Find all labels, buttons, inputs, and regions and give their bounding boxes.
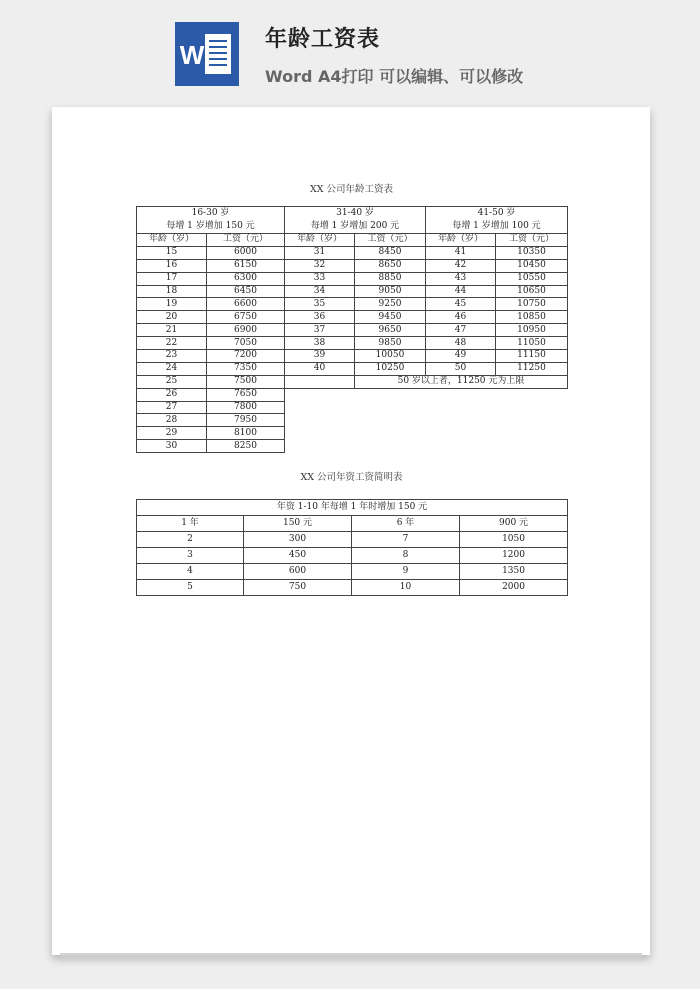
cell: 11250 xyxy=(496,362,568,375)
cell: 8650 xyxy=(355,259,426,272)
cell: 19 xyxy=(137,298,207,311)
table-row xyxy=(137,516,568,532)
group-rule-cell: 每增 1 岁增加 200 元 xyxy=(285,220,426,234)
cell: 7800 xyxy=(207,401,285,414)
cell: 7350 xyxy=(207,362,285,375)
cell: 40 xyxy=(285,362,355,375)
cell: 2 xyxy=(137,532,244,548)
document-page xyxy=(52,107,650,955)
cell: 7500 xyxy=(207,375,285,388)
page-shadow xyxy=(60,953,642,963)
group-rule-row xyxy=(137,220,568,234)
cell: 9250 xyxy=(355,298,426,311)
age-wage-table xyxy=(136,206,568,453)
word-icon-letter: W xyxy=(179,40,205,70)
cell: 42 xyxy=(426,259,496,272)
cell: 900 元 xyxy=(460,516,568,532)
cell: 32 xyxy=(285,259,355,272)
col-age-header: 年龄（岁） xyxy=(426,234,496,247)
table-row xyxy=(137,350,568,363)
cell: 6150 xyxy=(207,259,285,272)
cell: 6750 xyxy=(207,311,285,324)
col-age-header: 年龄（岁） xyxy=(285,234,355,247)
table-row xyxy=(137,259,568,272)
cell: 750 xyxy=(244,580,352,596)
page-title: 年龄工资表 xyxy=(265,27,381,52)
cell: 1350 xyxy=(460,564,568,580)
cell: 8450 xyxy=(355,246,426,259)
cell: 8250 xyxy=(207,440,285,453)
seniority-table-caption: XX 公司年资工资简明表 xyxy=(300,472,403,483)
cell: 28 xyxy=(137,414,207,427)
group-range-cell: 16-30 岁 xyxy=(137,207,285,221)
cell: 5 xyxy=(137,580,244,596)
cell: 41 xyxy=(426,246,496,259)
cell: 26 xyxy=(137,388,207,401)
group-rule-cell: 每增 1 岁增加 150 元 xyxy=(137,220,285,234)
cell: 16 xyxy=(137,259,207,272)
cell: 38 xyxy=(285,337,355,350)
table-row xyxy=(137,362,568,375)
table2-header: 年资 1-10 年每增 1 年时增加 150 元 xyxy=(137,500,568,516)
cell: 39 xyxy=(285,350,355,363)
table-row xyxy=(137,298,568,311)
table-row xyxy=(137,272,568,285)
cell: 30 xyxy=(137,440,207,453)
cell: 10750 xyxy=(496,298,568,311)
cell: 47 xyxy=(426,324,496,337)
cell: 11050 xyxy=(496,337,568,350)
cell: 10550 xyxy=(496,272,568,285)
cell: 44 xyxy=(426,285,496,298)
cell: 10950 xyxy=(496,324,568,337)
group-range-row xyxy=(137,207,568,221)
cell: 9850 xyxy=(355,337,426,350)
cell: 7050 xyxy=(207,337,285,350)
cell: 37 xyxy=(285,324,355,337)
cell: 18 xyxy=(137,285,207,298)
table-row xyxy=(137,548,568,564)
cell: 450 xyxy=(244,548,352,564)
table-row xyxy=(137,324,568,337)
cell: 6300 xyxy=(207,272,285,285)
table-row xyxy=(137,337,568,350)
cell: 29 xyxy=(137,427,207,440)
page-subtitle: Word A4打印 可以编辑、可以修改 xyxy=(265,67,524,86)
cell: 21 xyxy=(137,324,207,337)
cell: 45 xyxy=(426,298,496,311)
cell: 49 xyxy=(426,350,496,363)
cell: 10650 xyxy=(496,285,568,298)
cell: 31 xyxy=(285,246,355,259)
cell: 25 xyxy=(137,375,207,388)
group-range-cell: 41-50 岁 xyxy=(426,207,568,221)
cell xyxy=(285,375,355,388)
cell: 6900 xyxy=(207,324,285,337)
cell: 1 年 xyxy=(137,516,244,532)
cell: 6 年 xyxy=(352,516,460,532)
cell: 36 xyxy=(285,311,355,324)
cell: 33 xyxy=(285,272,355,285)
cell: 9050 xyxy=(355,285,426,298)
cell: 600 xyxy=(244,564,352,580)
table-row xyxy=(137,532,568,548)
cell: 1050 xyxy=(460,532,568,548)
cell: 10250 xyxy=(355,362,426,375)
table-row xyxy=(137,564,568,580)
cell: 20 xyxy=(137,311,207,324)
cell: 4 xyxy=(137,564,244,580)
cell: 8 xyxy=(352,548,460,564)
table2-header-row xyxy=(137,500,568,516)
cell: 9450 xyxy=(355,311,426,324)
cell: 6450 xyxy=(207,285,285,298)
cell: 15 xyxy=(137,246,207,259)
cell: 17 xyxy=(137,272,207,285)
cell: 300 xyxy=(244,532,352,548)
word-icon xyxy=(175,22,239,86)
group-range-cell: 31-40 岁 xyxy=(285,207,426,221)
cell: 35 xyxy=(285,298,355,311)
cell: 46 xyxy=(426,311,496,324)
cell: 7650 xyxy=(207,388,285,401)
cell: 23 xyxy=(137,350,207,363)
cell: 9650 xyxy=(355,324,426,337)
header xyxy=(0,0,700,100)
seniority-wage-table xyxy=(136,499,568,596)
empty-area xyxy=(285,388,568,452)
cell: 24 xyxy=(137,362,207,375)
cell: 10 xyxy=(352,580,460,596)
cell: 27 xyxy=(137,401,207,414)
cell: 6600 xyxy=(207,298,285,311)
col-wage-header: 工资（元） xyxy=(496,234,568,247)
table-row xyxy=(137,580,568,596)
table-row xyxy=(137,388,568,401)
cell: 3 xyxy=(137,548,244,564)
col-wage-header: 工资（元） xyxy=(355,234,426,247)
upper-limit-note: 50 岁以上者，11250 元为上限 xyxy=(355,375,568,388)
cell: 8850 xyxy=(355,272,426,285)
cell: 2000 xyxy=(460,580,568,596)
cell: 50 xyxy=(426,362,496,375)
table-row xyxy=(137,246,568,259)
table-row xyxy=(137,375,568,388)
cell: 6000 xyxy=(207,246,285,259)
cell: 10850 xyxy=(496,311,568,324)
cell: 11150 xyxy=(496,350,568,363)
age-wage-table-caption: XX 公司年龄工资表 xyxy=(309,184,394,195)
table-row xyxy=(137,285,568,298)
cell: 7 xyxy=(352,532,460,548)
cell: 7950 xyxy=(207,414,285,427)
table-row xyxy=(137,311,568,324)
cell: 10050 xyxy=(355,350,426,363)
cell: 10350 xyxy=(496,246,568,259)
cell: 1200 xyxy=(460,548,568,564)
cell: 150 元 xyxy=(244,516,352,532)
column-header-row xyxy=(137,234,568,247)
cell: 7200 xyxy=(207,350,285,363)
cell: 34 xyxy=(285,285,355,298)
cell: 43 xyxy=(426,272,496,285)
cell: 9 xyxy=(352,564,460,580)
col-age-header: 年龄（岁） xyxy=(137,234,207,247)
cell: 22 xyxy=(137,337,207,350)
cell: 10450 xyxy=(496,259,568,272)
group-rule-cell: 每增 1 岁增加 100 元 xyxy=(426,220,568,234)
col-wage-header: 工资（元） xyxy=(207,234,285,247)
cell: 48 xyxy=(426,337,496,350)
cell: 8100 xyxy=(207,427,285,440)
